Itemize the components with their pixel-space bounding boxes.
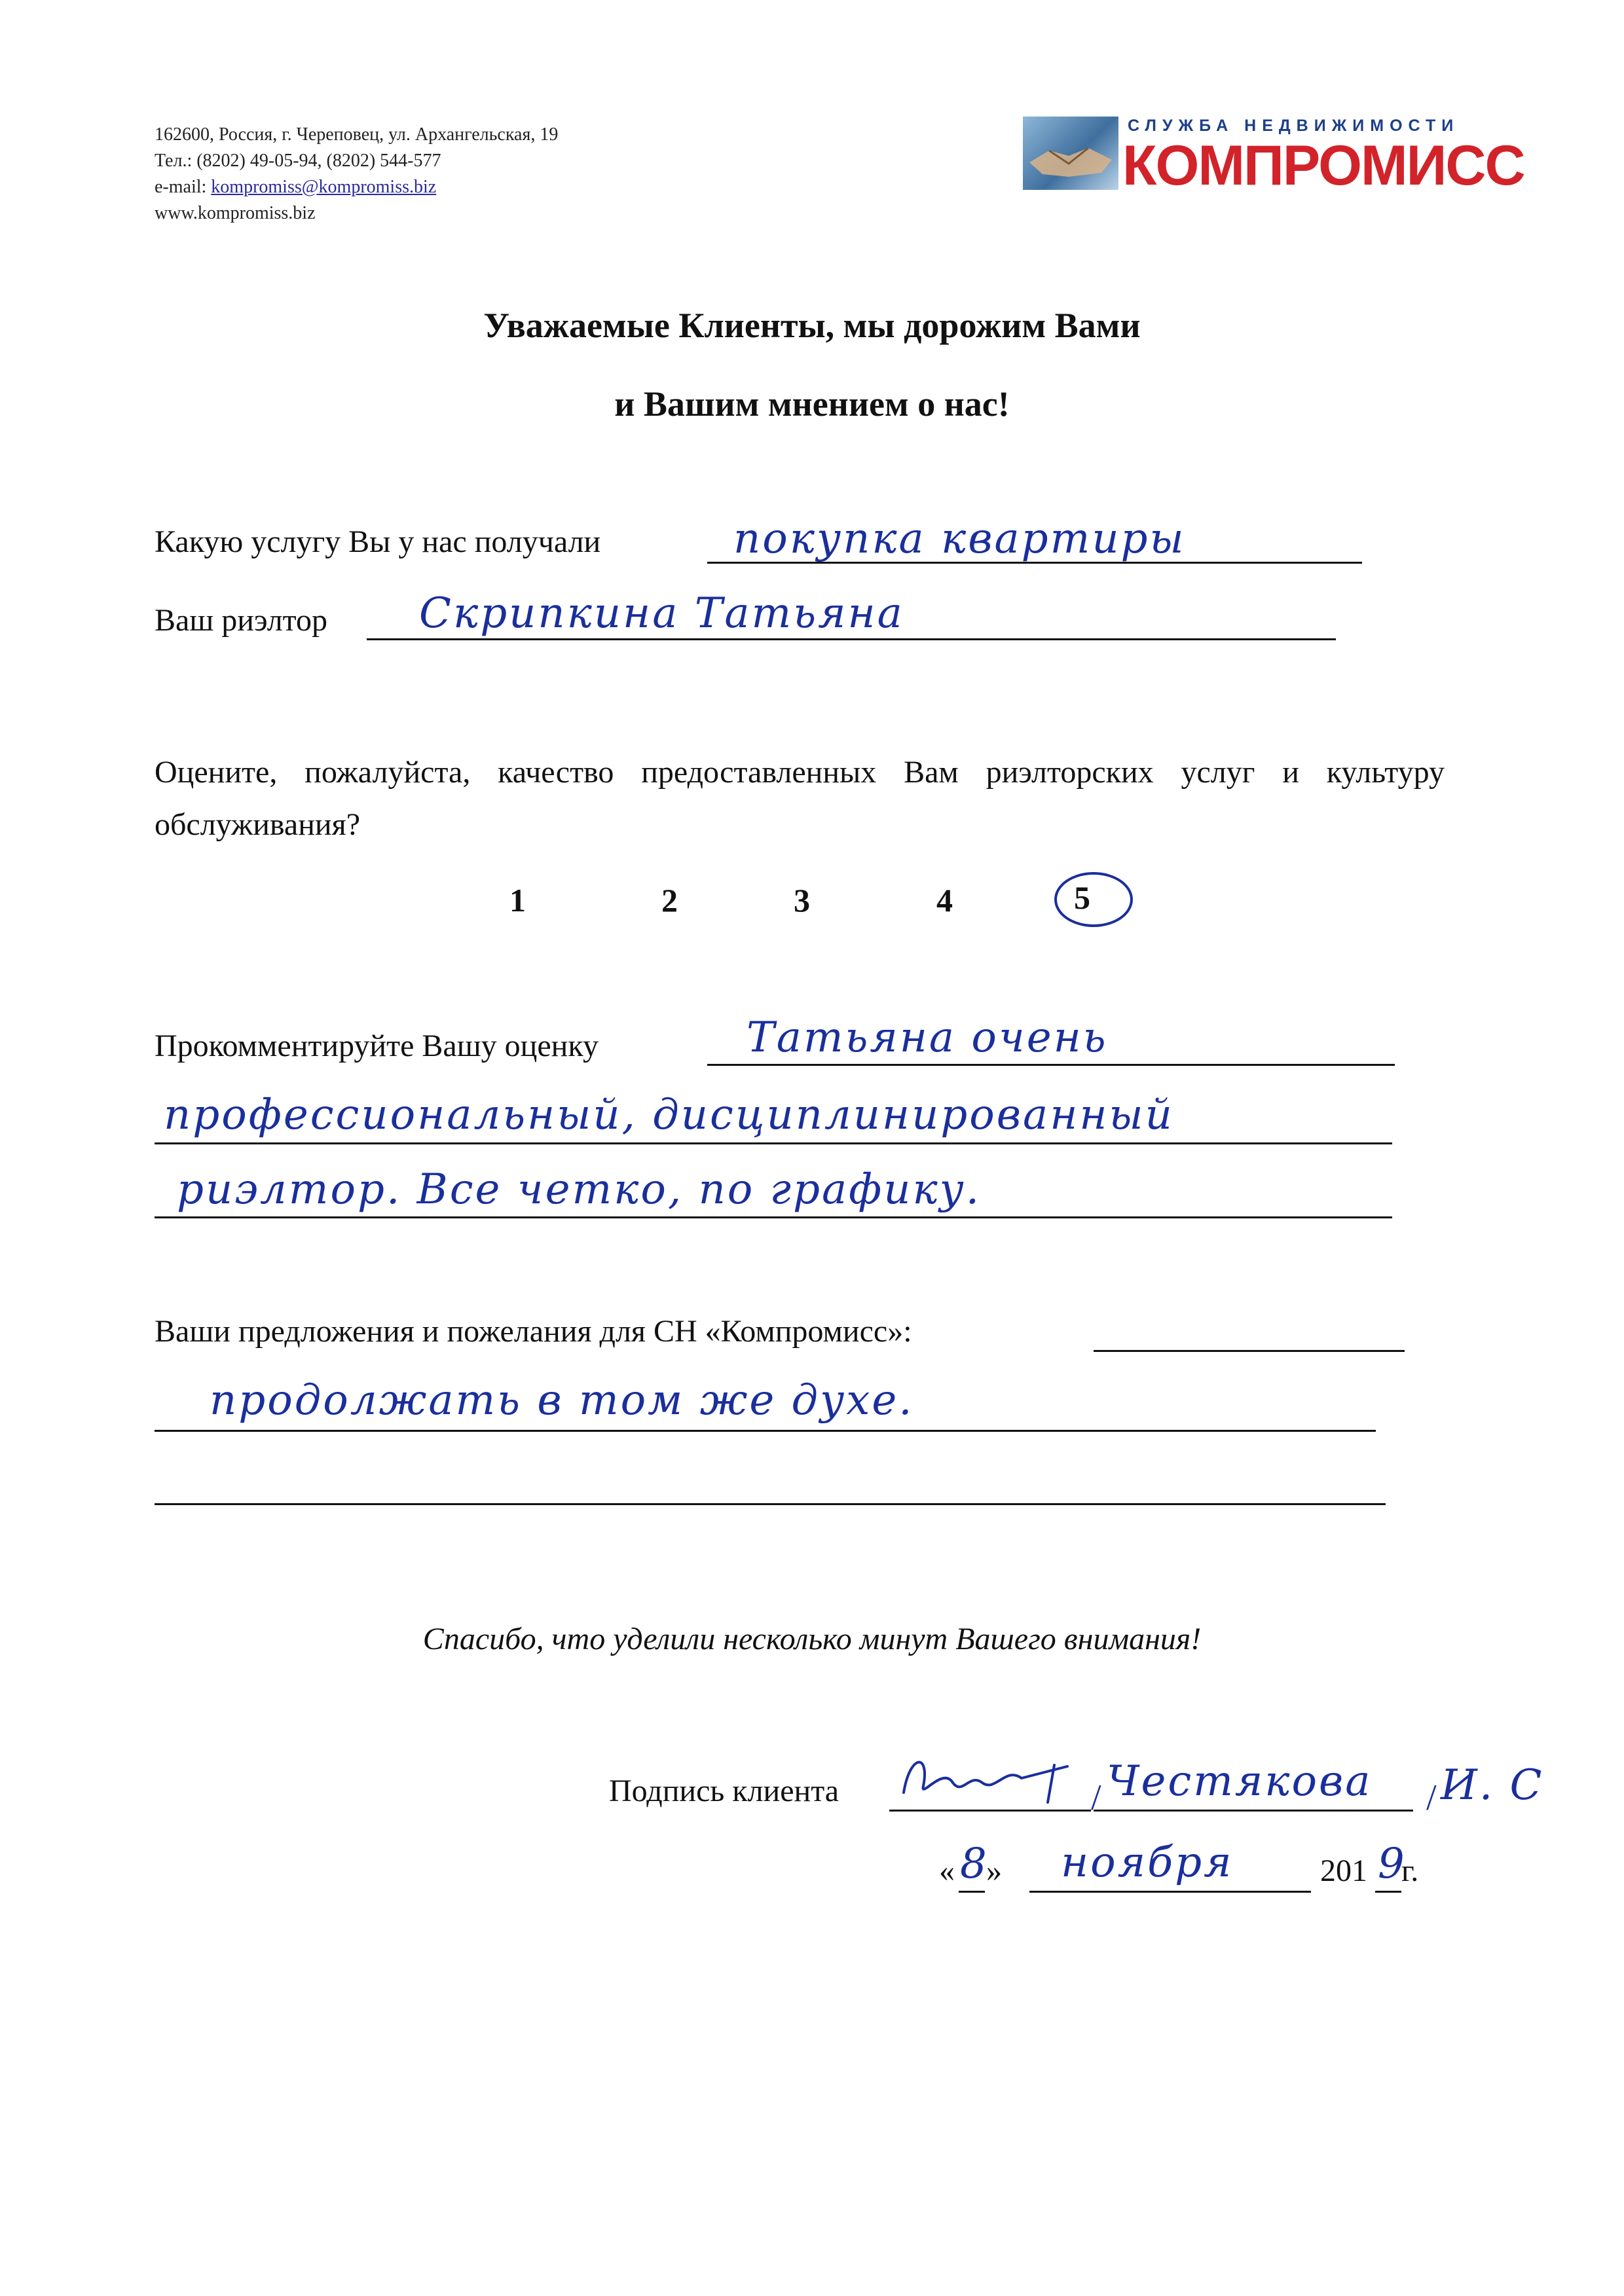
realtor-answer[interactable]: Скрипкина Татьяна <box>419 589 904 638</box>
email-line <box>155 174 558 200</box>
comment-text-line-1[interactable]: Татьяна очень <box>747 1013 1108 1062</box>
page-title-line-1: Уважаемые Клиенты, мы дорожим Вами <box>483 306 1141 345</box>
comment-line-2 <box>155 1142 1392 1144</box>
rating-option-2[interactable]: 2 <box>661 882 678 919</box>
signature-separator-2: / <box>1426 1777 1437 1818</box>
signature-surname[interactable]: Честякова <box>1107 1757 1373 1806</box>
comment-line-1 <box>707 1064 1395 1066</box>
date-month-line <box>1029 1891 1311 1893</box>
suggestions-line-0 <box>1094 1350 1405 1352</box>
service-label: Какую услугу Вы у нас получали <box>155 524 601 559</box>
suggestions-line-2 <box>155 1503 1386 1505</box>
rating-option-4[interactable]: 4 <box>936 882 953 919</box>
realtor-answer-line <box>367 638 1336 640</box>
date-day[interactable]: 8 <box>960 1840 989 1888</box>
rating-question: Оцените, пожалуйста, качество предоставленных Вам риэлторских услуг и культуру обслуживания? <box>155 755 1445 842</box>
rating-option-5[interactable]: 5 <box>1074 879 1090 916</box>
phone-line: Тел.: (8202) 49-05-94, (8202) 544-577 <box>155 151 441 171</box>
signature-line-2 <box>1094 1810 1413 1812</box>
date-year-suffix: г. <box>1401 1853 1419 1888</box>
date-year-prefix: 201 <box>1320 1853 1367 1888</box>
rating-option-3[interactable]: 3 <box>794 882 810 919</box>
rating-option-1[interactable]: 1 <box>509 882 526 919</box>
company-address-block <box>155 122 558 227</box>
signature-image <box>891 1747 1087 1815</box>
comment-text-line-2[interactable]: профессиональный, дисциплинированный <box>164 1091 1174 1139</box>
signature-initials[interactable]: И. С <box>1441 1761 1544 1810</box>
date-year-line <box>1375 1891 1401 1893</box>
email-label: e-mail: <box>155 177 207 197</box>
date-month[interactable]: ноября <box>1061 1838 1234 1887</box>
logo-name: КОМПРОМИСС <box>1122 134 1524 197</box>
date-day-line <box>959 1891 985 1893</box>
date-year-digit[interactable]: 9 <box>1378 1840 1407 1888</box>
comment-line-3 <box>155 1216 1392 1218</box>
page-title-line-2: и Вашим мнением о нас! <box>614 384 1010 424</box>
address-line: 162600, Россия, г. Череповец, ул. Архангельская, 19 <box>155 124 559 145</box>
service-answer[interactable]: покупка квартиры <box>733 515 1186 563</box>
suggestions-text-line-1[interactable]: продолжать в том же духе. <box>210 1376 914 1425</box>
comment-text-line-3[interactable]: риэлтор. Все четко, по графику. <box>177 1165 982 1214</box>
date-open-quote: « <box>939 1853 955 1888</box>
thanks-message: Спасибо, что уделили несколько минут Вашего внимания! <box>422 1622 1202 1656</box>
suggestions-line-1 <box>155 1430 1376 1432</box>
company-logo <box>1023 117 1524 197</box>
handshake-logo-image <box>1023 117 1118 190</box>
date-close-quote: » <box>986 1853 1002 1888</box>
suggestions-label: Ваши предложения и пожелания для СН «Компромисс»: <box>155 1314 912 1349</box>
comment-label: Прокомментируйте Вашу оценку <box>155 1029 599 1063</box>
realtor-label: Ваш риэлтор <box>155 603 327 638</box>
website-line[interactable]: www.kompromiss.biz <box>155 203 316 223</box>
signature-label: Подпись клиента <box>609 1774 840 1808</box>
selected-rating-circle <box>1054 872 1133 927</box>
logo-tagline: СЛУЖБА НЕДВИЖИМОСТИ <box>1128 117 1460 135</box>
email-link[interactable]: kompromiss@kompromiss.biz <box>211 177 437 197</box>
signature-separator-1: / <box>1091 1777 1101 1818</box>
